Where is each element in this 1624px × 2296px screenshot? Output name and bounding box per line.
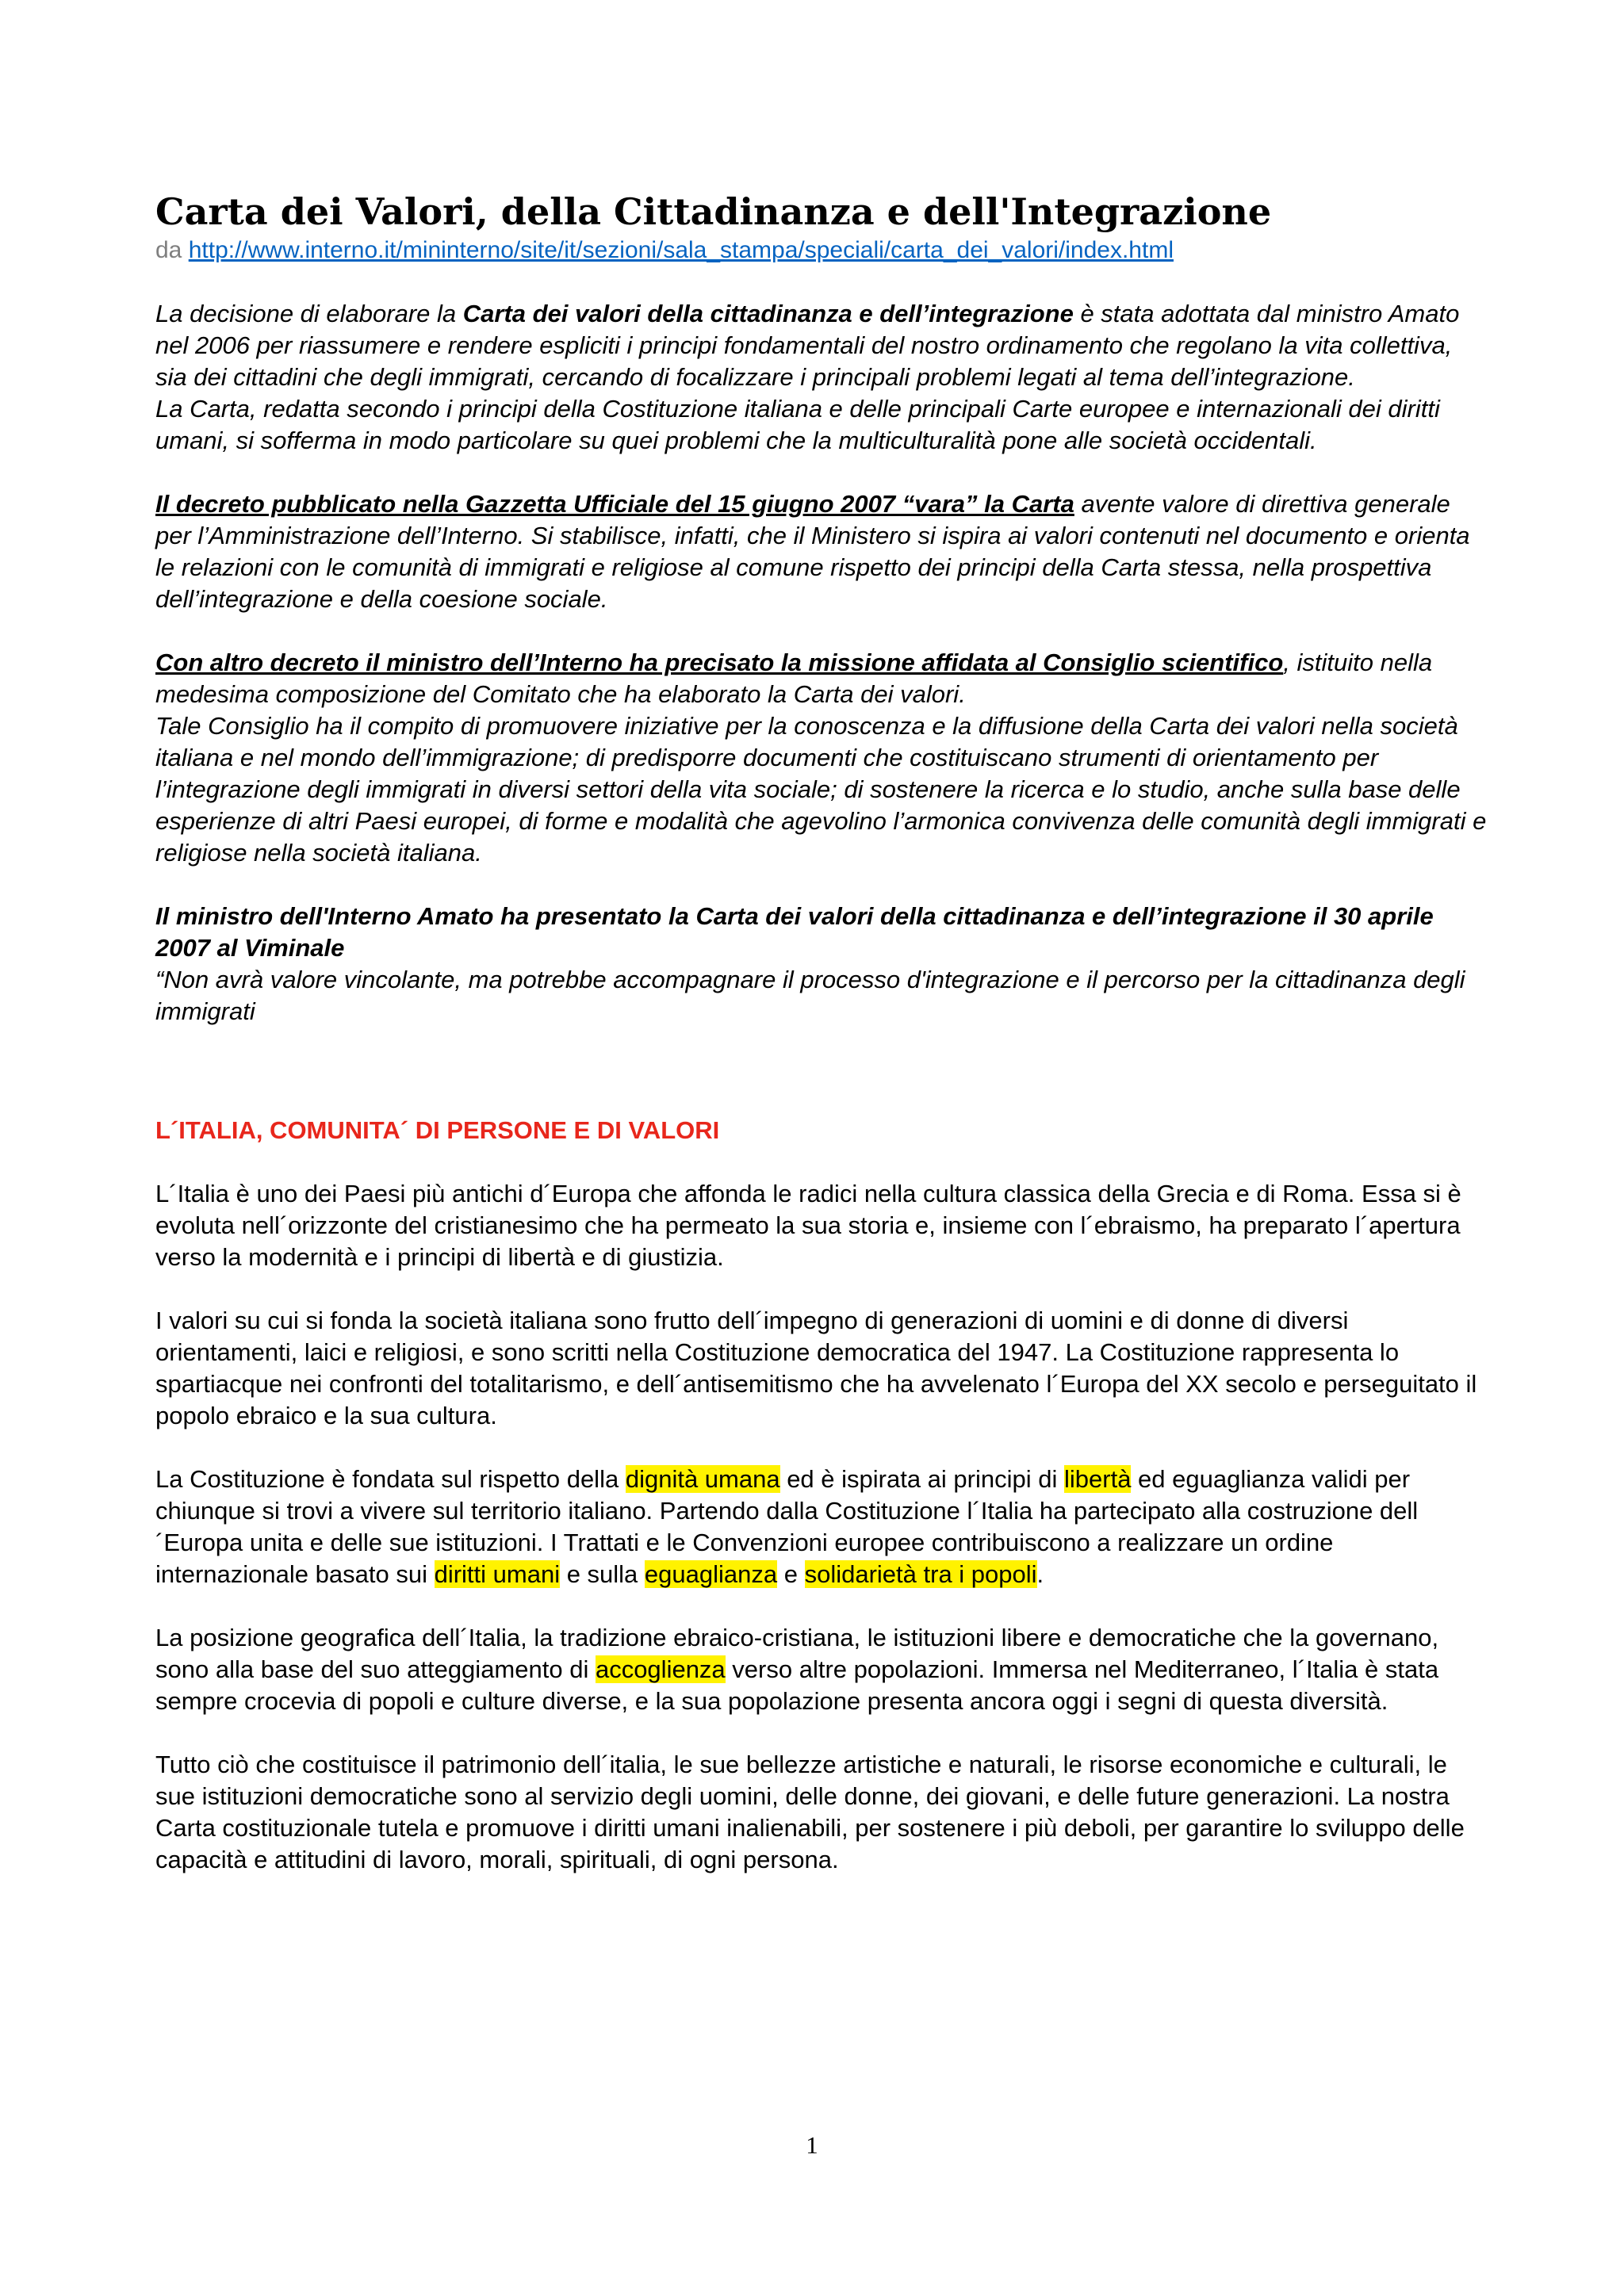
source-link[interactable]: http://www.interno.it/mininterno/site/it/sezioni/sala_stampa/speciali/carta_dei_valori/index.html (188, 237, 1174, 263)
intro-text-rest: è stata adottata dal ministro Amato nel 2006 per riassumere e rendere espliciti i principi fondamentali del nostro ordinamento che regolano la vita collettiva, sia dei cittadini che degli immigrati, cercando di focalizzare i principali problemi legati al tema dell’integrazione. (155, 300, 1460, 391)
decree-1-headline: Il decreto pubblicato nella Gazzetta Ufficiale del 15 giugno 2007 “vara” la Carta (155, 490, 1074, 518)
source-prefix: da (155, 237, 182, 263)
highlight-dignita: dignità umana (625, 1465, 780, 1493)
intro-bold-title: Carta dei valori della cittadinanza e dell’integrazione (462, 300, 1074, 327)
decree-2-text: , istituito nella medesima composizione del Comitato che ha elaborato la Carta dei valori. (155, 649, 1433, 708)
highlight-diritti-umani: diritti umani (434, 1560, 561, 1588)
intro-text: La decisione di elaborare la (155, 300, 463, 327)
highlight-eguaglianza: eguaglianza (644, 1560, 778, 1588)
decree-paragraph-2 (155, 647, 1488, 710)
council-paragraph: Tale Consiglio ha il compito di promuovere iniziative per la conoscenza e la diffusione della Carta dei valori nella società italiana e nel mondo dell’immigrazione; di predisporre documenti che costituiscano strumenti di orientamento per l’integrazione degli immigrati in diversi settori della vita sociale; di sostenere la ricerca e lo studio, anche sulla base delle esperienze di altri Paesi europei, di forme e modalità che agevolino l’armonica convivenza delle comunità degli immigrati e religiose nella società italiana. (155, 712, 1487, 867)
highlight-solidarieta: solidarietà tra i popoli (804, 1560, 1037, 1588)
intro-paragraph-1 (155, 298, 1488, 393)
section-paragraph-5: Tutto ciò che costituisce il patrimonio dell´italia, le sue bellezze artistiche e naturali, le risorse economiche e culturali, le sue istituzioni democratiche sono al servizio degli uomini, delle donne, dei giovani, e delle future generazioni. La nostra Carta costituzionale tutela e promuove i diritti umani inalienabili, per sostenere i più deboli, per garantire lo sviluppo delle capacità e attitudini di lavoro, morali, spirituali, di ogni persona. (155, 1751, 1465, 1873)
section-paragraph-2: I valori su cui si fonda la società italiana sono frutto dell´impegno di generazioni di uomini e di donne di diversi orientamenti, laici e religiosi, e sono scritti nella Costituzione democratica del 1947. La Costituzione rappresenta lo spartiacque nei confronti del totalitarismo, e dell´antisemitismo che ha avvelenato l´Europa del XX secolo e perseguitato il popolo ebraico e la sua cultura. (155, 1307, 1477, 1429)
text-run: ed è ispirata ai principi di (779, 1465, 1064, 1493)
decree-2-headline: Con altro decreto il ministro dell’Interno ha precisato la missione affidata al Consiglio scientifico (155, 649, 1284, 676)
text-run: . (1036, 1560, 1044, 1588)
section-paragraph-3 (155, 1464, 1488, 1590)
section-paragraph-4 (155, 1622, 1488, 1717)
section-heading: L´ITALIA, COMUNITA´ DI PERSONE E DI VALORI (155, 1116, 720, 1144)
highlight-liberta: libertà (1064, 1465, 1132, 1493)
document-title: Carta dei Valori, della Cittadinanza e dell'Integrazione (155, 190, 1272, 233)
text-run: e (777, 1560, 805, 1588)
page-number: 1 (806, 2131, 818, 2159)
intro-paragraph-2: La Carta, redatta secondo i principi della Costituzione italiana e delle principali Carte europee e internazionali dei diritti umani, si sofferma in modo particolare su quei problemi che la multiculturalità pone alle società occidentali. (155, 395, 1440, 454)
source-line (155, 235, 1488, 266)
text-run: e sulla (560, 1560, 645, 1588)
decree-1-text: avente valore di direttiva generale per l’Amministrazione dell’Interno. Si stabilisce, infatti, che il Ministero si ispira ai valori contenuti nel documento e orienta le relazioni con le comunità di immigrati e religiose al comune rispetto dei principi della Carta stessa, nella prospettiva dell’integrazione e della coesione sociale. (155, 490, 1470, 613)
decree-paragraph-1 (155, 488, 1488, 615)
presentation-quote: “Non avrà valore vincolante, ma potrebbe accompagnare il processo d'integrazione e il percorso per la cittadinanza degli immigrati (155, 966, 1465, 1025)
section-paragraph-1: L´Italia è uno dei Paesi più antichi d´Europa che affonda le radici nella cultura classica della Grecia e di Roma. Essa si è evoluta nell´orizzonte del cristianesimo che ha permeato la sua storia e, insieme con l´ebraismo, ha preparato l´apertura verso la modernità e i principi di libertà e di giustizia. (155, 1180, 1461, 1271)
presentation-headline: Il ministro dell'Interno Amato ha presentato la Carta dei valori della cittadinanza e dell’integrazione il 30 aprile 2007 al Viminale (155, 902, 1434, 962)
text-run: La posizione geografica dell´Italia, la tradizione ebraico-cristiana, le istituzioni libere e democratiche che la governano, sono alla base del suo atteggiamento di (155, 1624, 1439, 1683)
text-run: La Costituzione è fondata sul rispetto della (155, 1465, 626, 1493)
text-run: ed eguaglianza validi per chiunque si trovi a vivere sul territorio italiano. Partendo dalla Costituzione l´Italia ha partecipato alla costruzione dell´Europa unita e delle sue istituzioni. I Trattati e le Convenzioni europee contribuiscono a realizzare un ordine internazionale basato sui (155, 1465, 1419, 1588)
text-run: verso altre popolazioni. Immersa nel Mediterraneo, l´Italia è stata sempre crocevia di popoli e culture diverse, e la sua popolazione presenta ancora oggi i segni di questa diversità. (155, 1655, 1439, 1715)
highlight-accoglienza: accoglienza (595, 1655, 726, 1683)
page-content (155, 189, 1488, 1876)
